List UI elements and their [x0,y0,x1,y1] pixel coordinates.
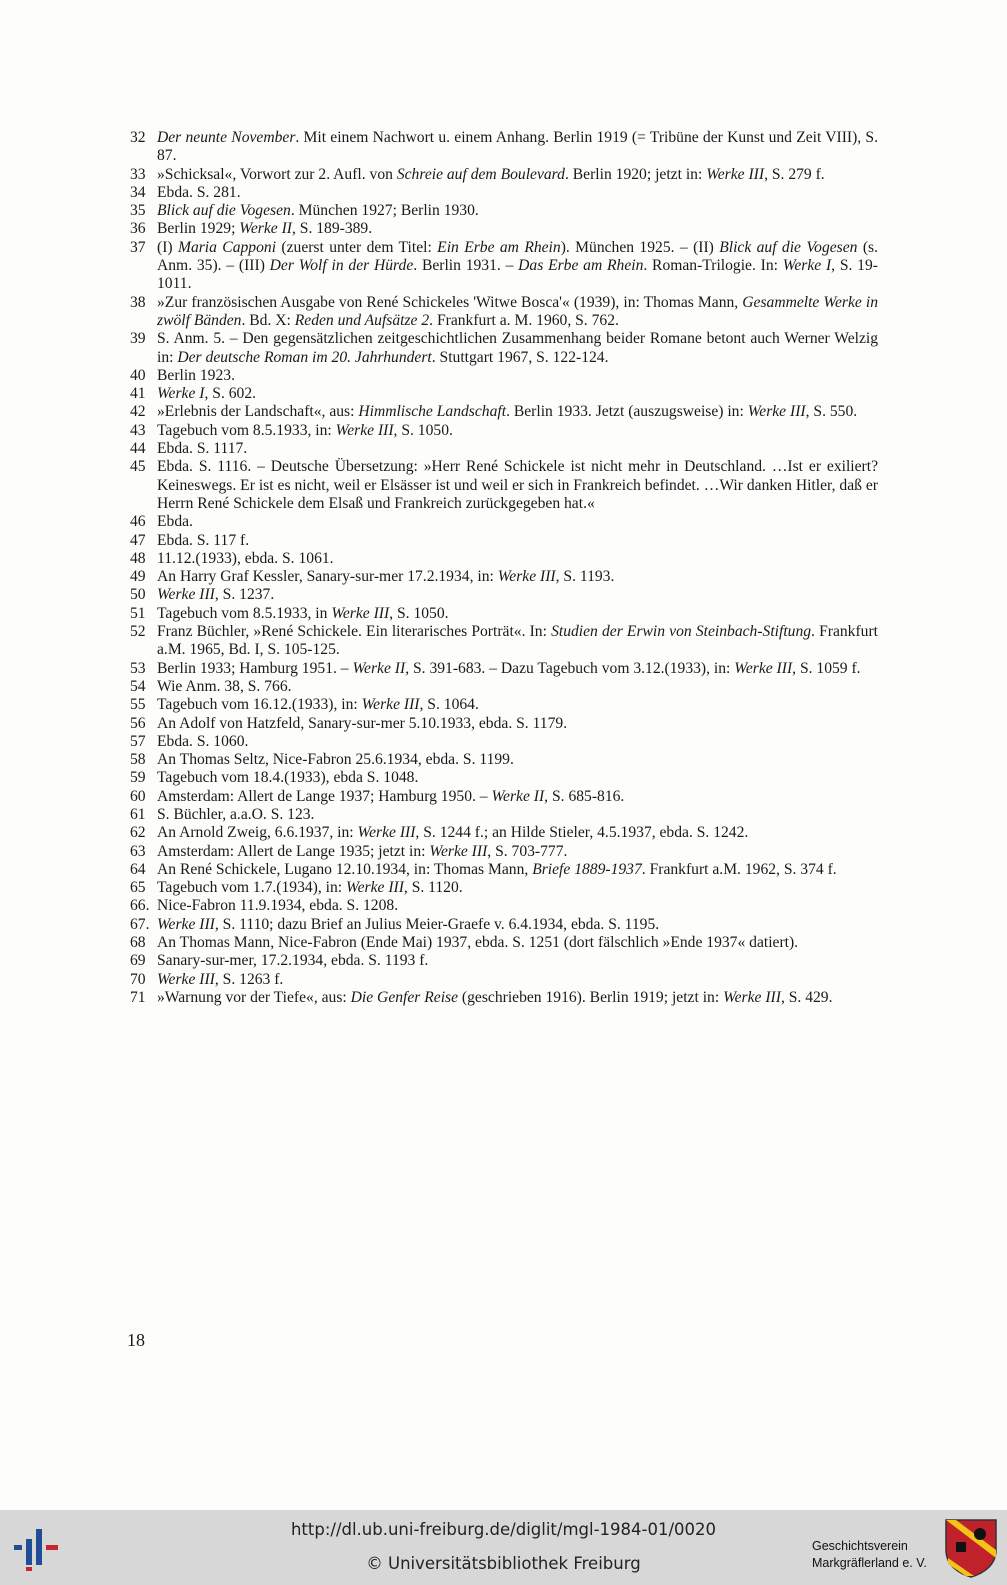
footnote-text: An Thomas Mann, Nice-Fabron (Ende Mai) 1937, ebda. S. 1251 (dort fälschlich »Ende 1937« datiert). [157,934,799,952]
footnote-number: 47 [130,531,146,549]
footnote-text: An Harry Graf Kessler, Sanary-sur-mer 17.2.1934, in: Werke III, S. 1193. [157,568,615,586]
footnote-number: 59 [130,769,146,787]
footnote-number: 41 [130,385,146,403]
footnote-number: 68 [130,934,146,952]
footnote-66 [130,897,878,915]
footnote-text: »Zur französischen Ausgabe von René Schickeles 'Witwe Bosca'« (1939), in: Thomas Mann, Gesammelte Werke in zwölf Bänden. Bd. X: Reden und Aufsätze 2. Frankfurt a. M. 1960, S. 762. [157,293,878,329]
footnote-text: »Erlebnis der Landschaft«, aus: Himmlische Landschaft. Berlin 1933. Jetzt (auszugsweise) in: Werke III, S. 550. [157,403,858,421]
footnote-49 [130,568,878,586]
footnote-number: 53 [130,659,146,677]
society-name[interactable] [812,1538,927,1572]
footnote-51 [130,605,878,623]
copyright-text: © Universitätsbibliothek Freiburg [366,1554,641,1573]
footnote-number: 34 [130,183,146,201]
footnote-text: Tagebuch vom 18.4.(1933), ebda S. 1048. [157,769,419,787]
footnote-number: 39 [130,330,146,348]
footnote-32 [130,129,878,166]
footnote-71 [130,989,878,1007]
footnote-number: 32 [130,129,146,146]
footnote-45 [130,458,878,513]
footnote-41 [130,385,878,403]
footnote-64 [130,861,878,879]
footnote-number: 51 [130,604,146,622]
footnote-number: 43 [130,421,146,439]
footnote-59 [130,769,878,787]
footnote-39 [130,330,878,367]
footnote-text: An Thomas Seltz, Nice-Fabron 25.6.1934, ebda. S. 1199. [157,751,514,769]
viewer-footer [0,1510,1007,1585]
footnote-text: Werke III, S. 1263 f. [157,970,284,988]
footnote-number: 35 [130,202,146,220]
footnote-number: 58 [130,751,146,769]
footnote-text: »Warnung vor der Tiefe«, aus: Die Genfer Reise (geschrieben 1916). Berlin 1919; jetzt in: Werke III, S. 429. [157,988,833,1006]
page-number: 18 [127,1330,145,1350]
footnote-text: An Arnold Zweig, 6.6.1937, in: Werke III, S. 1244 f.; an Hilde Stieler, 4.5.1937, ebda. S. 1242. [157,824,749,842]
footnote-text: Tagebuch vom 16.12.(1933), in: Werke III, S. 1064. [157,696,479,714]
footnote-34 [130,184,878,202]
footnote-text: S. Büchler, a.a.O. S. 123. [157,805,315,823]
footnote-text: Ebda. S. 281. [157,183,241,201]
footnote-text: »Schicksal«, Vorwort zur 2. Aufl. von Schreie auf dem Boulevard. Berlin 1920; jetzt in: Werke III, S. 279 f. [157,165,825,183]
footnote-text: Amsterdam: Allert de Lange 1937; Hamburg 1950. – Werke II, S. 685-816. [157,787,625,805]
footnote-36 [130,220,878,238]
society-name-line-2: Markgräflerland e. V. [812,1556,927,1570]
footnote-38 [130,294,878,331]
footnote-52 [130,623,878,660]
footnote-text: An Adolf von Hatzfeld, Sanary-sur-mer 5.10.1933, ebda. S. 1179. [157,714,568,732]
footnote-number: 37 [130,238,146,256]
footnote-number: 46 [130,513,146,531]
footnote-number: 50 [130,586,146,604]
footnote-65 [130,879,878,897]
society-crest-icon[interactable] [944,1518,998,1578]
footnote-33 [130,166,878,184]
footnote-number: 63 [130,842,146,860]
footnote-text: Ebda. S. 1117. [157,440,248,458]
footnote-text: Wie Anm. 38, S. 766. [157,677,292,695]
footnote-text: Tagebuch vom 8.5.1933, in Werke III, S. 1050. [157,604,449,622]
footnote-42 [130,403,878,421]
footnote-44 [130,440,878,458]
footnote-number: 61 [130,805,146,823]
footnote-number: 69 [130,952,146,970]
footnote-text: Nice-Fabron 11.9.1934, ebda. S. 1208. [157,897,399,915]
footnote-text: Blick auf die Vogesen. München 1927; Berlin 1930. [157,202,479,220]
footnote-number: 38 [130,293,146,311]
footnote-text: Der neunte November. Mit einem Nachwort u. einem Anhang. Berlin 1919 (= Tribüne der Kunst und Zeit VIII), S. 87. [157,129,879,165]
footnote-text: Tagebuch vom 1.7.(1934), in: Werke III, S. 1120. [157,879,463,897]
footnote-56 [130,715,878,733]
society-name-line-1: Geschichtsverein [812,1539,908,1553]
footnote-69 [130,952,878,970]
footnote-number: 45 [130,458,146,476]
footnote-number: 56 [130,714,146,732]
footnote-text: Sanary-sur-mer, 17.2.1934, ebda. S. 1193 f. [157,952,429,970]
footnote-57 [130,733,878,751]
footnote-number: 36 [130,220,146,238]
footnote-text: Amsterdam: Allert de Lange 1935; jetzt in: Werke III, S. 703-777. [157,842,568,860]
footnote-68 [130,934,878,952]
footnote-number: 57 [130,732,146,750]
footnote-47 [130,532,878,550]
footnote-46 [130,513,878,531]
footnote-number: 52 [130,623,146,641]
footnote-text: Berlin 1929; Werke II, S. 189-389. [157,220,373,238]
footnote-number: 40 [130,366,146,384]
footnote-number: 67. [130,915,150,933]
footnote-text: Werke III, S. 1237. [157,586,275,604]
footnote-37 [130,239,878,294]
footnote-text: Ebda. S. 1116. – Deutsche Übersetzung: »Herr René Schickele ist nicht mehr in Deutschland. …Ist er exiliert? Keineswegs. Er ist es nicht, weil er Elsässer ist und weil er sich in Frankreich befindet. …Wir danken Hitler, daß er Herrn René Schickele dem Elsaß und Frankreich zurückgegeben hat.« [157,458,878,512]
footnote-53 [130,660,878,678]
footnote-62 [130,824,878,842]
footnote-60 [130,788,878,806]
footnote-text: Franz Büchler, »René Schickele. Ein literarisches Porträt«. In: Studien der Erwin von Steinbach-Stiftung. Frankfurt a.M. 1965, Bd. I, S. 105-125. [157,623,878,659]
footnote-text: Berlin 1933; Hamburg 1951. – Werke II, S. 391-683. – Dazu Tagebuch vom 3.12.(1933), in: Werke III, S. 1059 f. [157,659,861,677]
footnote-text: Ebda. S. 117 f. [157,531,250,549]
footnote-43 [130,422,878,440]
footnote-70 [130,971,878,989]
footnote-list [130,129,878,1007]
document-url-link[interactable]: http://dl.ub.uni-freiburg.de/diglit/mgl-1984-01/0020 [290,1520,717,1539]
footnote-number: 42 [130,403,146,421]
footnote-63 [130,843,878,861]
footnote-text: S. Anm. 5. – Den gegensätzlichen zeitgeschichtlichen Zusammenhang beider Romane betont auch Werner Welzig in: Der deutsche Roman im 20. Jahrhundert. Stuttgart 1967, S. 122-124. [157,330,878,366]
footnote-text: Ebda. [157,513,193,531]
footnote-text: Ebda. S. 1060. [157,732,249,750]
footnote-number: 55 [130,696,146,714]
footnote-number: 49 [130,568,146,586]
footnote-55 [130,696,878,714]
footnote-number: 65 [130,879,146,897]
footnote-67 [130,916,878,934]
footnote-text: Werke III, S. 1110; dazu Brief an Julius Meier-Graefe v. 6.4.1934, ebda. S. 1195. [157,915,660,933]
footnote-number: 48 [130,549,146,567]
footnote-text: Tagebuch vom 8.5.1933, in: Werke III, S. 1050. [157,421,453,439]
footnote-number: 60 [130,787,146,805]
footnote-50 [130,586,878,604]
footnote-text: Werke I, S. 602. [157,385,257,403]
footnote-number: 44 [130,440,146,458]
footnote-text: 11.12.(1933), ebda. S. 1061. [157,549,334,567]
footnote-48 [130,550,878,568]
footnote-number: 33 [130,165,146,183]
footnote-text: Berlin 1923. [157,366,235,384]
footnote-text: (I) Maria Capponi (zuerst unter dem Titel: Ein Erbe am Rhein). München 1925. – (II) Blick auf die Vogesen (s. Anm. 35). – (III) Der Wolf in der Hürde. Berlin 1931. – Das Erbe am Rhein. Roman-Trilogie. In: Werke I, S. 19-1011. [157,238,878,293]
footnote-text: An René Schickele, Lugano 12.10.1934, in: Thomas Mann, Briefe 1889-1937. Frankfurt a.M. 1962, S. 374 f. [157,860,837,878]
footnote-40 [130,367,878,385]
footnote-number: 70 [130,970,146,988]
footnote-number: 66. [130,897,150,915]
footnote-number: 54 [130,677,146,695]
footnote-number: 71 [130,988,146,1006]
footnote-54 [130,678,878,696]
footnote-number: 64 [130,860,146,878]
footnote-58 [130,751,878,769]
footnote-61 [130,806,878,824]
footnote-number: 62 [130,824,146,842]
footnote-35 [130,202,878,220]
